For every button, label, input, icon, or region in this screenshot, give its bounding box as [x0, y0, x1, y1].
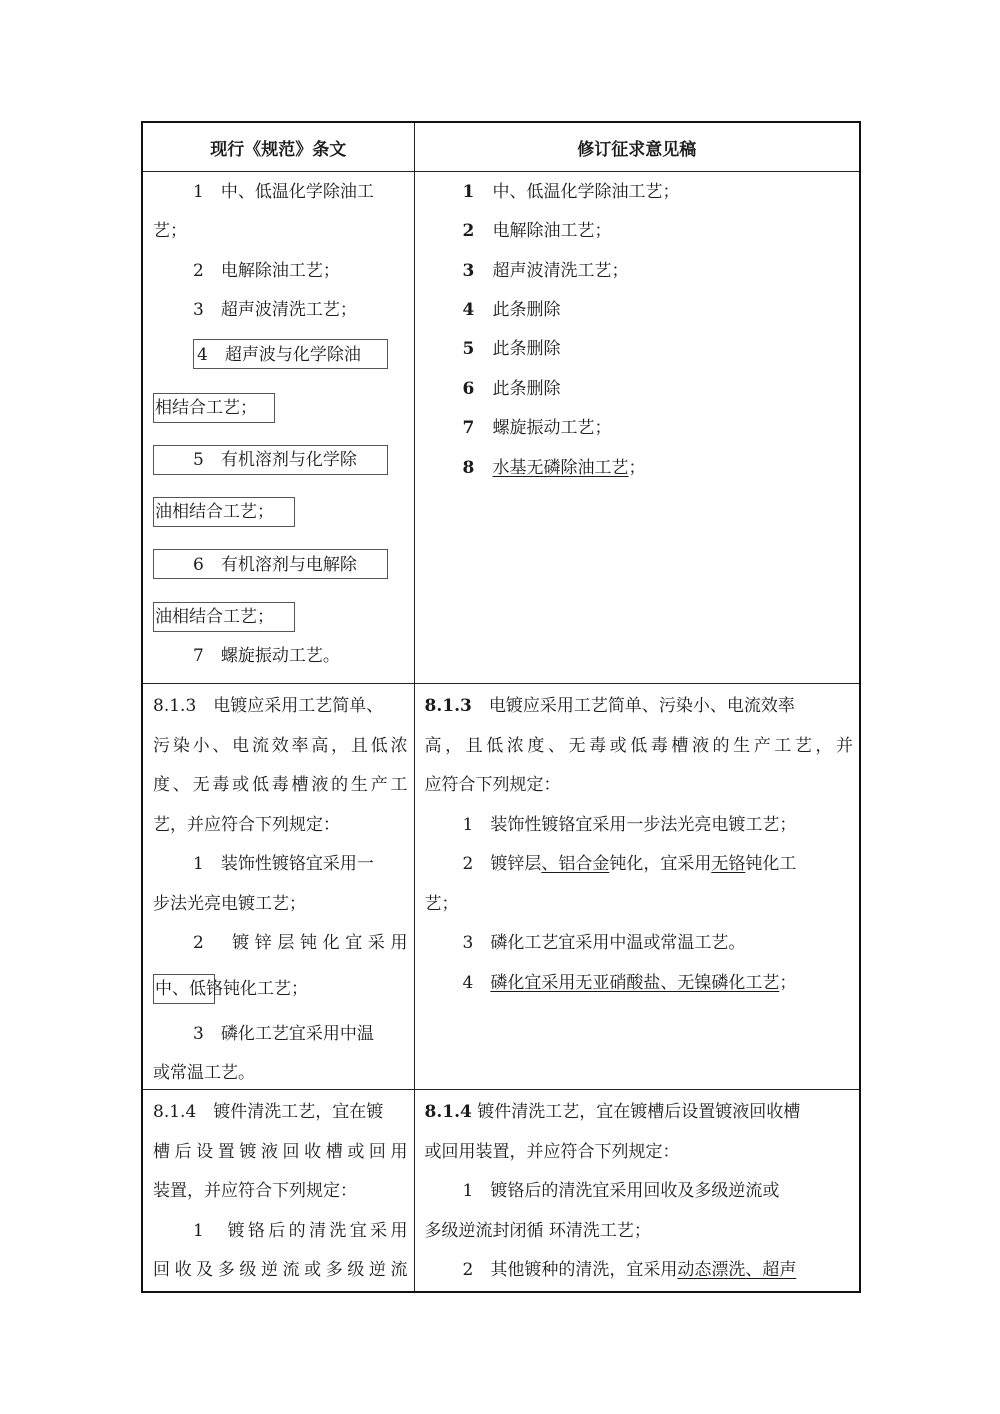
clause-item: 4 超声波与化学除油: [197, 345, 361, 365]
revised-item: 4 磷化宜采用无亚硝酸盐、无镍磷化工艺；: [462, 973, 797, 993]
table-row: [142, 684, 860, 1090]
revised-item: 2 电解除油工艺；: [462, 221, 612, 241]
revised-item: 高，且低浓度、无毒或低毒槽液的生产工艺，并: [424, 736, 853, 756]
clause-item: 污染小、电流效率高，且低浓: [153, 736, 408, 756]
clause-item: 油相结合工艺；: [155, 502, 274, 522]
clause-item: 步法光亮电镀工艺；: [153, 894, 306, 914]
table-row: [142, 172, 860, 684]
clause-item: 相结合工艺；: [155, 398, 257, 418]
table-row: [142, 1090, 860, 1292]
revised-draft-cell: [414, 1090, 860, 1292]
header-revised-draft: 修订征求意见稿: [414, 122, 860, 172]
revised-item: 艺；: [424, 894, 459, 914]
current-clause-cell: [142, 684, 414, 1090]
clause-item: 艺；: [153, 221, 187, 241]
revised-item: 或回用装置，并应符合下列规定：: [424, 1142, 680, 1162]
clause-item: 2 电解除油工艺；: [193, 261, 340, 281]
revised-item: 应符合下列规定：: [424, 775, 561, 795]
clause-item: 或常温工艺。: [153, 1063, 255, 1083]
clause-item: 1 装饰性镀铬宜采用一: [193, 854, 374, 874]
revised-draft-cell: [414, 684, 860, 1090]
revised-item: 2 镀锌层、铝合金钝化，宜采用无铬钝化工: [462, 854, 797, 874]
clause-item: 8.1.3 电镀应采用工艺简单、: [153, 696, 384, 716]
clause-item: 3 磷化工艺宜采用中温: [193, 1024, 374, 1044]
clause-item: 6 有机溶剂与电解除: [193, 555, 357, 575]
revised-item: 8.1.4 镀件清洗工艺，宜在镀槽后设置镀液回收槽: [424, 1102, 801, 1122]
revised-item: 3 磷化工艺宜采用中温或常温工艺。: [462, 933, 746, 953]
clause-item: 度、无毒或低毒槽液的生产工: [153, 775, 408, 795]
revised-item: 5 此条删除: [462, 339, 561, 359]
clause-item: 2 镀锌层钝化宜采用: [193, 933, 408, 953]
revised-item: 7 螺旋振动工艺；: [462, 418, 612, 438]
revised-item: 4 此条删除: [462, 300, 561, 320]
revised-item: 1 中、低温化学除油工艺；: [462, 182, 680, 202]
clause-item: 艺，并应符合下列规定：: [153, 815, 340, 835]
revised-item: 3 超声波清洗工艺；: [462, 261, 629, 281]
current-clause-cell: [142, 172, 414, 684]
clause-item: 油相结合工艺；: [155, 607, 274, 627]
clause-item: 装置，并应符合下列规定：: [153, 1181, 357, 1201]
revised-item: 多级逆流封闭循 环清洗工艺；: [424, 1221, 651, 1241]
clause-item: 1 中、低温化学除油工: [193, 182, 374, 202]
revised-item: 2 其他镀种的清洗，宜采用动态漂洗、超声: [462, 1260, 797, 1280]
revised-item: 6 此条删除: [462, 379, 561, 399]
revised-draft-cell: [414, 172, 860, 684]
clause-item: 3 超声波清洗工艺；: [193, 300, 357, 320]
header-current-clause: 现行《规范》条文: [142, 122, 414, 172]
revised-item: 1 镀铬后的清洗宜采用回收及多级逆流或: [462, 1181, 780, 1201]
revised-item: 8 水基无磷除油工艺；: [462, 458, 646, 478]
clause-item: 槽后设置镀液回收槽或回用: [153, 1142, 408, 1162]
revised-item: 8.1.3 电镀应采用工艺简单、污染小、电流效率: [424, 696, 795, 716]
clause-item: 回收及多级逆流或多级逆流: [153, 1260, 408, 1280]
document-table: [141, 121, 861, 1293]
clause-item: 8.1.4 镀件清洗工艺，宜在镀: [153, 1102, 384, 1122]
table-header-row: [142, 122, 860, 172]
clause-item: 7 螺旋振动工艺。: [193, 646, 340, 666]
clause-item: 中、低铬钝化工艺；: [155, 979, 308, 999]
clause-item: 1 镀铬后的清洗宜采用: [193, 1221, 408, 1241]
revised-item: 1 装饰性镀铬宜采用一步法光亮电镀工艺；: [462, 815, 797, 835]
clause-item: 5 有机溶剂与化学除: [193, 450, 357, 470]
current-clause-cell: [142, 1090, 414, 1292]
